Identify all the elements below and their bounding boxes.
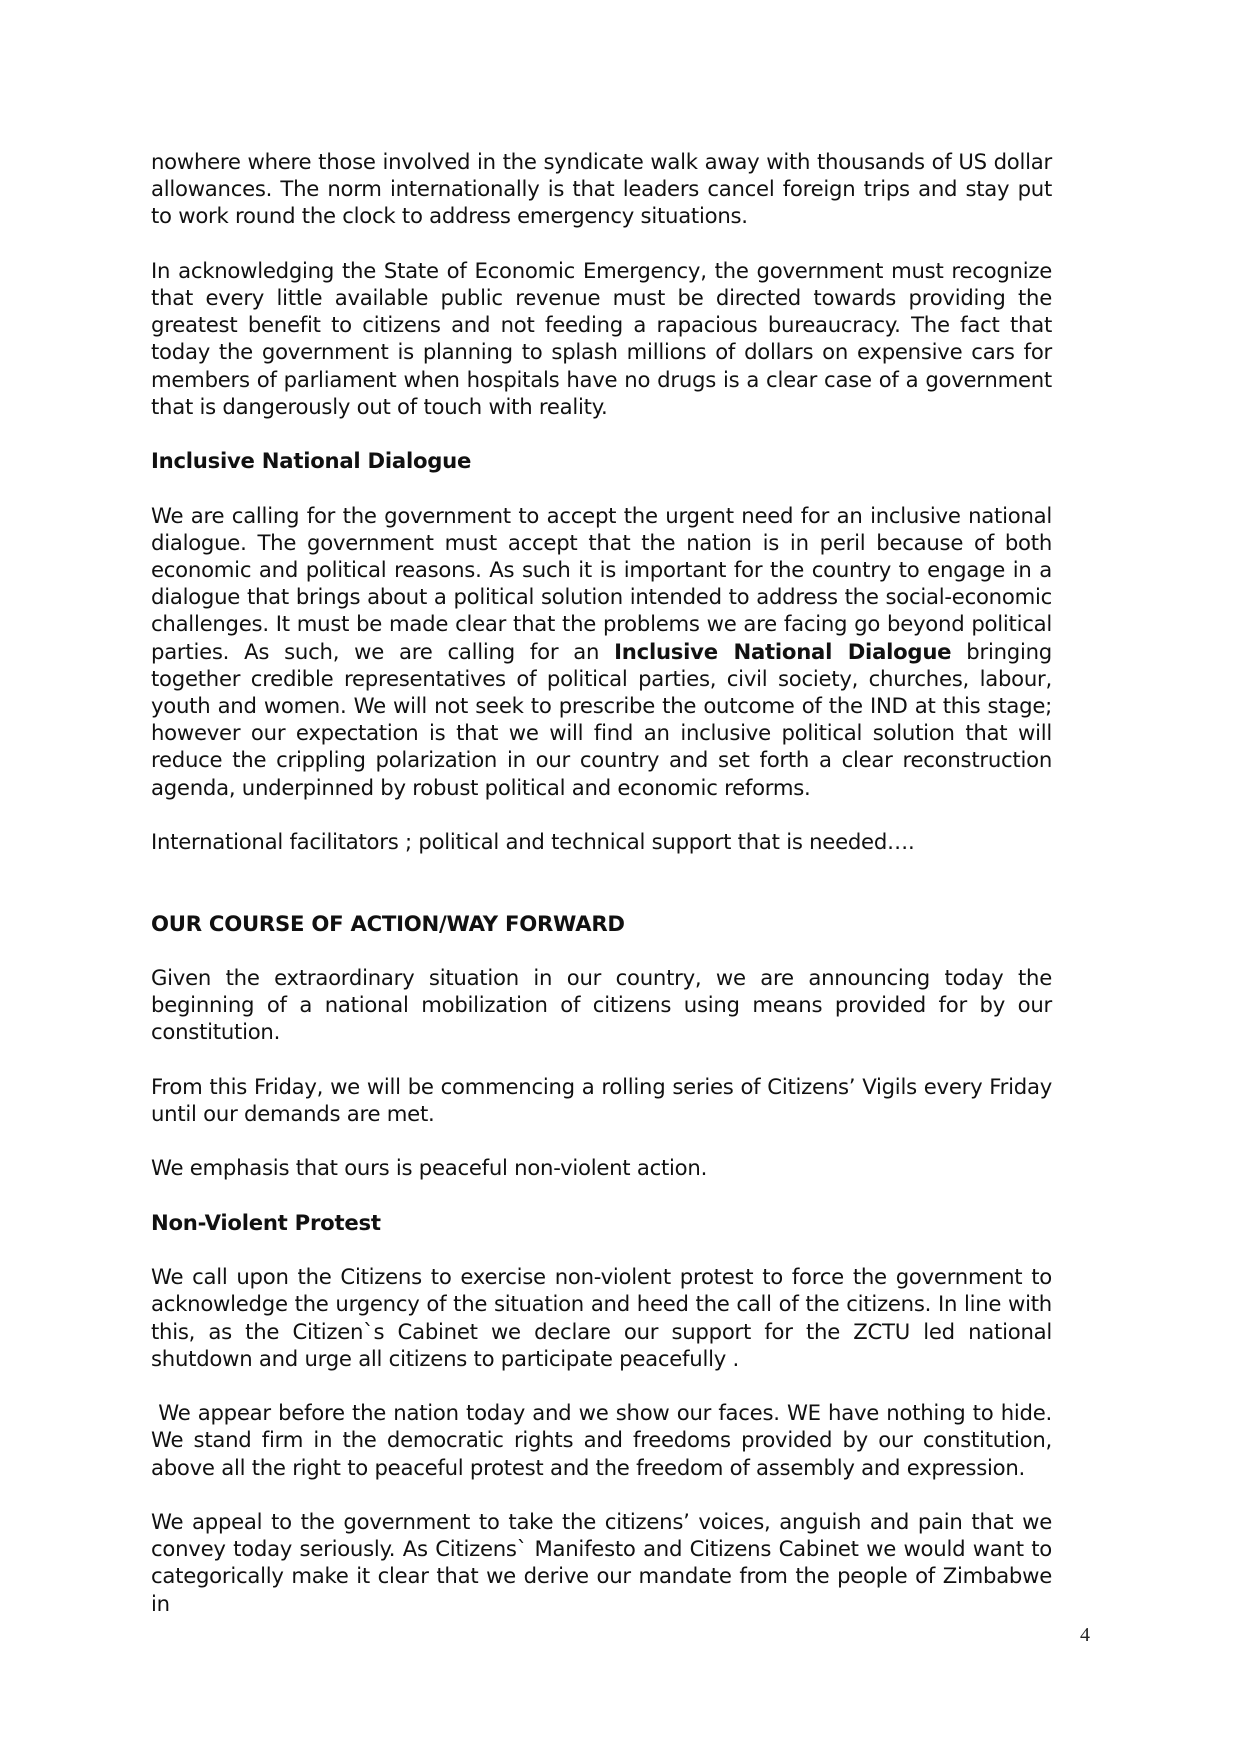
paragraph-call-upon-citizens: We call upon the Citizens to exercise non-violent protest to force the government to acknowledge the urgency of the situation and heed the call of the citizens. In line with this, as the Citizen`s Cabinet we declare our support for the ZCTU led national shutdown and urge all citizens to participate peacefully .: [151, 1264, 1052, 1371]
heading-course-of-action: OUR COURSE OF ACTION/WAY FORWARD: [151, 910, 625, 936]
dialogue-text-after: bringing together credible representatives of political parties, civil society, churches, labour, youth and women. We will not seek to prescribe the outcome of the IND at this stage; however our expectation is that we will find an inclusive political solution that will reduce the crippling polarization in our country and set forth a clear reconstruction agenda, underpinned by robust political and economic reforms.: [151, 638, 1052, 800]
paragraph-show-our-faces: We appear before the nation today and we show our faces. WE have nothing to hide. We stand firm in the democratic rights and freedoms provided by our constitution, above all the right to peaceful protest and the freedom of assembly and expression.: [151, 1400, 1059, 1480]
heading-non-violent-protest: Non-Violent Protest: [151, 1209, 381, 1235]
paragraph-facilitators-note: International facilitators ; political and technical support that is needed….: [151, 829, 915, 855]
spacer: [151, 882, 1052, 909]
heading-inclusive-national-dialogue: Inclusive National Dialogue: [151, 448, 472, 474]
paragraph-economic-emergency: In acknowledging the State of Economic Emergency, the government must recognize that every little available public revenue must be directed towards providing the greatest benefit to citizens and not feeding a rapacious bureaucracy. The fact that today the government is planning to splash millions of dollars on expensive cars for members of parliament when hospitals have no drugs is a clear case of a government that is dangerously out of touch with reality.: [151, 257, 1052, 419]
document-body: [151, 148, 1059, 1644]
paragraph-peaceful-action: We emphasis that ours is peaceful non-violent action.: [151, 1155, 708, 1181]
paragraph-syndicate: nowhere where those involved in the syndicate walk away with thousands of US dollar allowances. The norm internationally is that leaders cancel foreign trips and stay put to work round the clock to address emergency situations.: [151, 149, 1052, 229]
paragraph-national-dialogue: [151, 502, 1052, 801]
dialogue-text-before: We are calling for the government to accept the urgent need for an inclusive national dialogue. The government must accept that the nation is in peril because of both economic and political reasons. As such it is important for the country to engage in a dialogue that brings about a political solution intended to address the social-economic challenges. It must be made clear that the problems we are facing go beyond political parties. As such, we are calling for an: [151, 502, 1052, 664]
paragraph-citizens-vigils: From this Friday, we will be commencing a rolling series of Citizens’ Vigils every Friday until our demands are met.: [151, 1073, 1052, 1126]
paragraph-appeal-to-government: We appeal to the government to take the citizens’ voices, anguish and pain that we convey today seriously. As Citizens` Manifesto and Citizens Cabinet we would want to categorically make it clear that we derive our mandate from the people of Zimbabwe in: [151, 1508, 1052, 1616]
page-number: 4: [1080, 1624, 1090, 1646]
paragraph-mobilization: Given the extraordinary situation in our country, we are announcing today the beginning of a national mobilization of citizens using means provided for by our constitution.: [151, 964, 1052, 1045]
dialogue-text-bold: Inclusive National Dialogue: [614, 638, 952, 664]
